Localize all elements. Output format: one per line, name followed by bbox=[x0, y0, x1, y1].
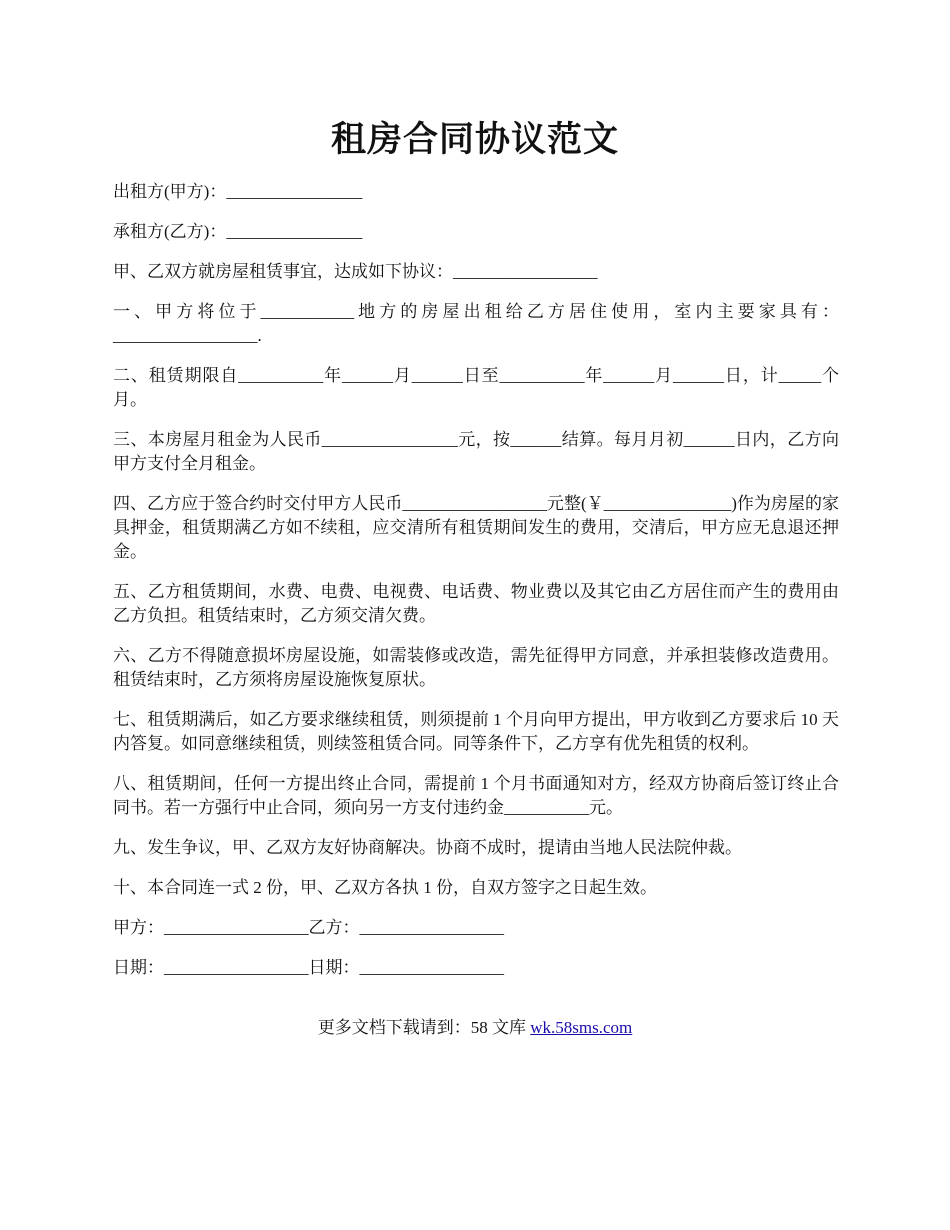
clause-8: 八、租赁期间，任何一方提出终止合同，需提前 1 个月书面通知对方，经双方协商后签订终止合同书。若一方强行中止合同，须向另一方支付违约金__________元。 bbox=[113, 774, 839, 817]
agreement-intro: 甲、乙双方就房屋租赁事宜，达成如下协议：_________________ bbox=[113, 262, 598, 281]
document-body bbox=[113, 180, 839, 996]
date-line: 日期：_________________日期：_________________ bbox=[113, 958, 504, 977]
clause-3: 三、本房屋月租金为人民币________________元，按______结算。每月月初______日内，乙方向甲方支付全月租金。 bbox=[113, 430, 839, 473]
clause-5: 五、乙方租赁期间，水费、电费、电视费、电话费、物业费以及其它由乙方居住而产生的费用由乙方负担。租赁结束时，乙方须交清欠费。 bbox=[113, 582, 839, 625]
footer-text: 更多文档下载请到：58 文库 bbox=[317, 1018, 531, 1037]
footer-link[interactable]: wk.58sms.com bbox=[530, 1018, 633, 1037]
clause-9: 九、发生争议，甲、乙双方友好协商解决。协商不成时，提请由当地人民法院仲裁。 bbox=[113, 838, 742, 857]
clause-1: 一、甲方将位于___________地方的房屋出租给乙方居住使用，室内主要家具有：_________________. bbox=[113, 302, 839, 345]
party-a-line: 出租方(甲方)：________________ bbox=[113, 182, 363, 201]
clause-2: 二、租赁期限自__________年______月______日至__________年______月______日，计_____个月。 bbox=[113, 366, 839, 409]
clause-10: 十、本合同连一式 2 份，甲、乙双方各执 1 份，自双方签字之日起生效。 bbox=[113, 878, 657, 897]
party-b-line: 承租方(乙方)：________________ bbox=[113, 222, 363, 241]
clause-6: 六、乙方不得随意损坏房屋设施，如需装修或改造，需先征得甲方同意，并承担装修改造费用。租赁结束时，乙方须将房屋设施恢复原状。 bbox=[113, 646, 839, 689]
footer bbox=[0, 1013, 950, 1038]
clause-7: 七、租赁期满后，如乙方要求继续租赁，则须提前 1 个月向甲方提出，甲方收到乙方要求后 10 天内答复。如同意继续租赁，则续签租赁合同。同等条件下，乙方享有优先租赁的权利。 bbox=[113, 710, 839, 753]
signature-line: 甲方：_________________乙方：_________________ bbox=[113, 918, 504, 937]
clause-4: 四、乙方应于签合约时交付甲方人民币_________________元整(￥_______________)作为房屋的家具押金，租赁期满乙方如不续租，应交清所有租赁期间发生的费用，交清后，甲方应无息退还押金。 bbox=[113, 494, 839, 561]
document-title: 租房合同协议范文 bbox=[330, 119, 619, 160]
